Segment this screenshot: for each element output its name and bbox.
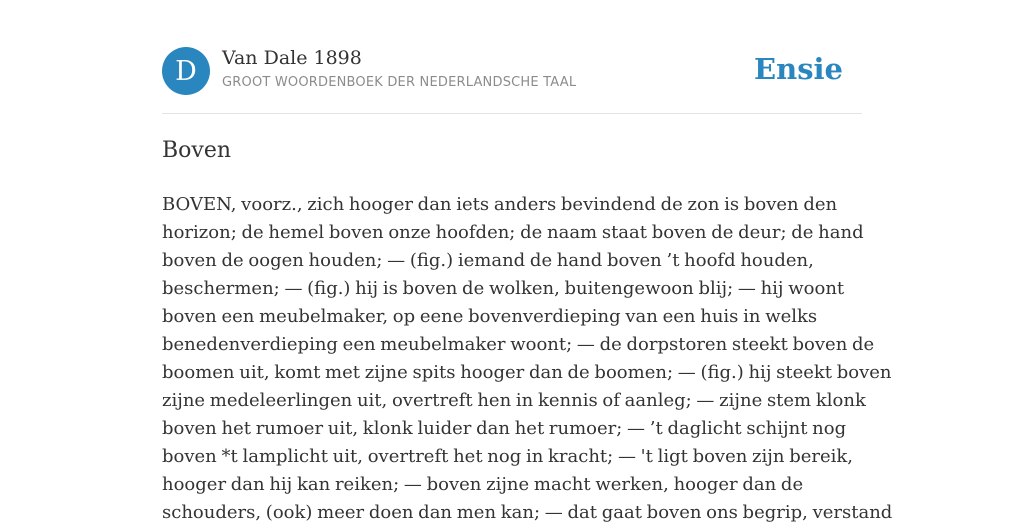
ensie-logo[interactable]: Ensie	[754, 52, 843, 86]
dictionary-logo[interactable]: D	[162, 47, 210, 95]
definition-line: benedenverdieping een meubelmaker woont; — de dorpstoren steekt boven de	[162, 334, 875, 355]
source-subtitle: GROOT WOORDENBOEK DER NEDERLANDSCHE TAAL	[222, 75, 577, 90]
header	[162, 46, 862, 96]
definition-line: hooger dan hij kan reiken; — boven zijne macht werken, hooger dan de	[162, 474, 804, 495]
definition-line: boven *t lamplicht uit, overtreft het nog in kracht; — 't ligt boven zijn bereik,	[162, 446, 854, 467]
definition-line: schouders, (ook) meer doen dan men kan; — dat gaat boven ons begrip, verstand	[162, 502, 893, 523]
source-title[interactable]: Van Dale 1898	[222, 47, 362, 69]
definition-line: boven de oogen houden; — (fig.) iemand de hand boven ’t hoofd houden,	[162, 250, 814, 271]
definition-line: zijne medeleerlingen uit, overtreft hen in kennis of aanleg; — zijne stem klonk	[162, 390, 866, 411]
entry-definition	[162, 191, 893, 527]
definition-line: BOVEN, voorz., zich hooger dan iets anders bevindend de zon is boven den	[162, 194, 838, 215]
definition-line: horizon; de hemel boven onze hoofden; de naam staat boven de deur; de hand	[162, 222, 864, 243]
definition-line: boven een meubelmaker, op eene bovenverdieping van een huis in welks	[162, 306, 818, 327]
definition-line: boomen uit, komt met zijne spits hooger dan de boomen; — (fig.) hij steekt boven	[162, 362, 892, 383]
header-divider	[162, 113, 862, 114]
entry-title: Boven	[162, 138, 232, 163]
definition-line: boven het rumoer uit, klonk luider dan het rumoer; — ’t daglicht schijnt nog	[162, 418, 847, 439]
definition-line: beschermen; — (fig.) hij is boven de wolken, buitengewoon blij; — hij woont	[162, 278, 845, 299]
